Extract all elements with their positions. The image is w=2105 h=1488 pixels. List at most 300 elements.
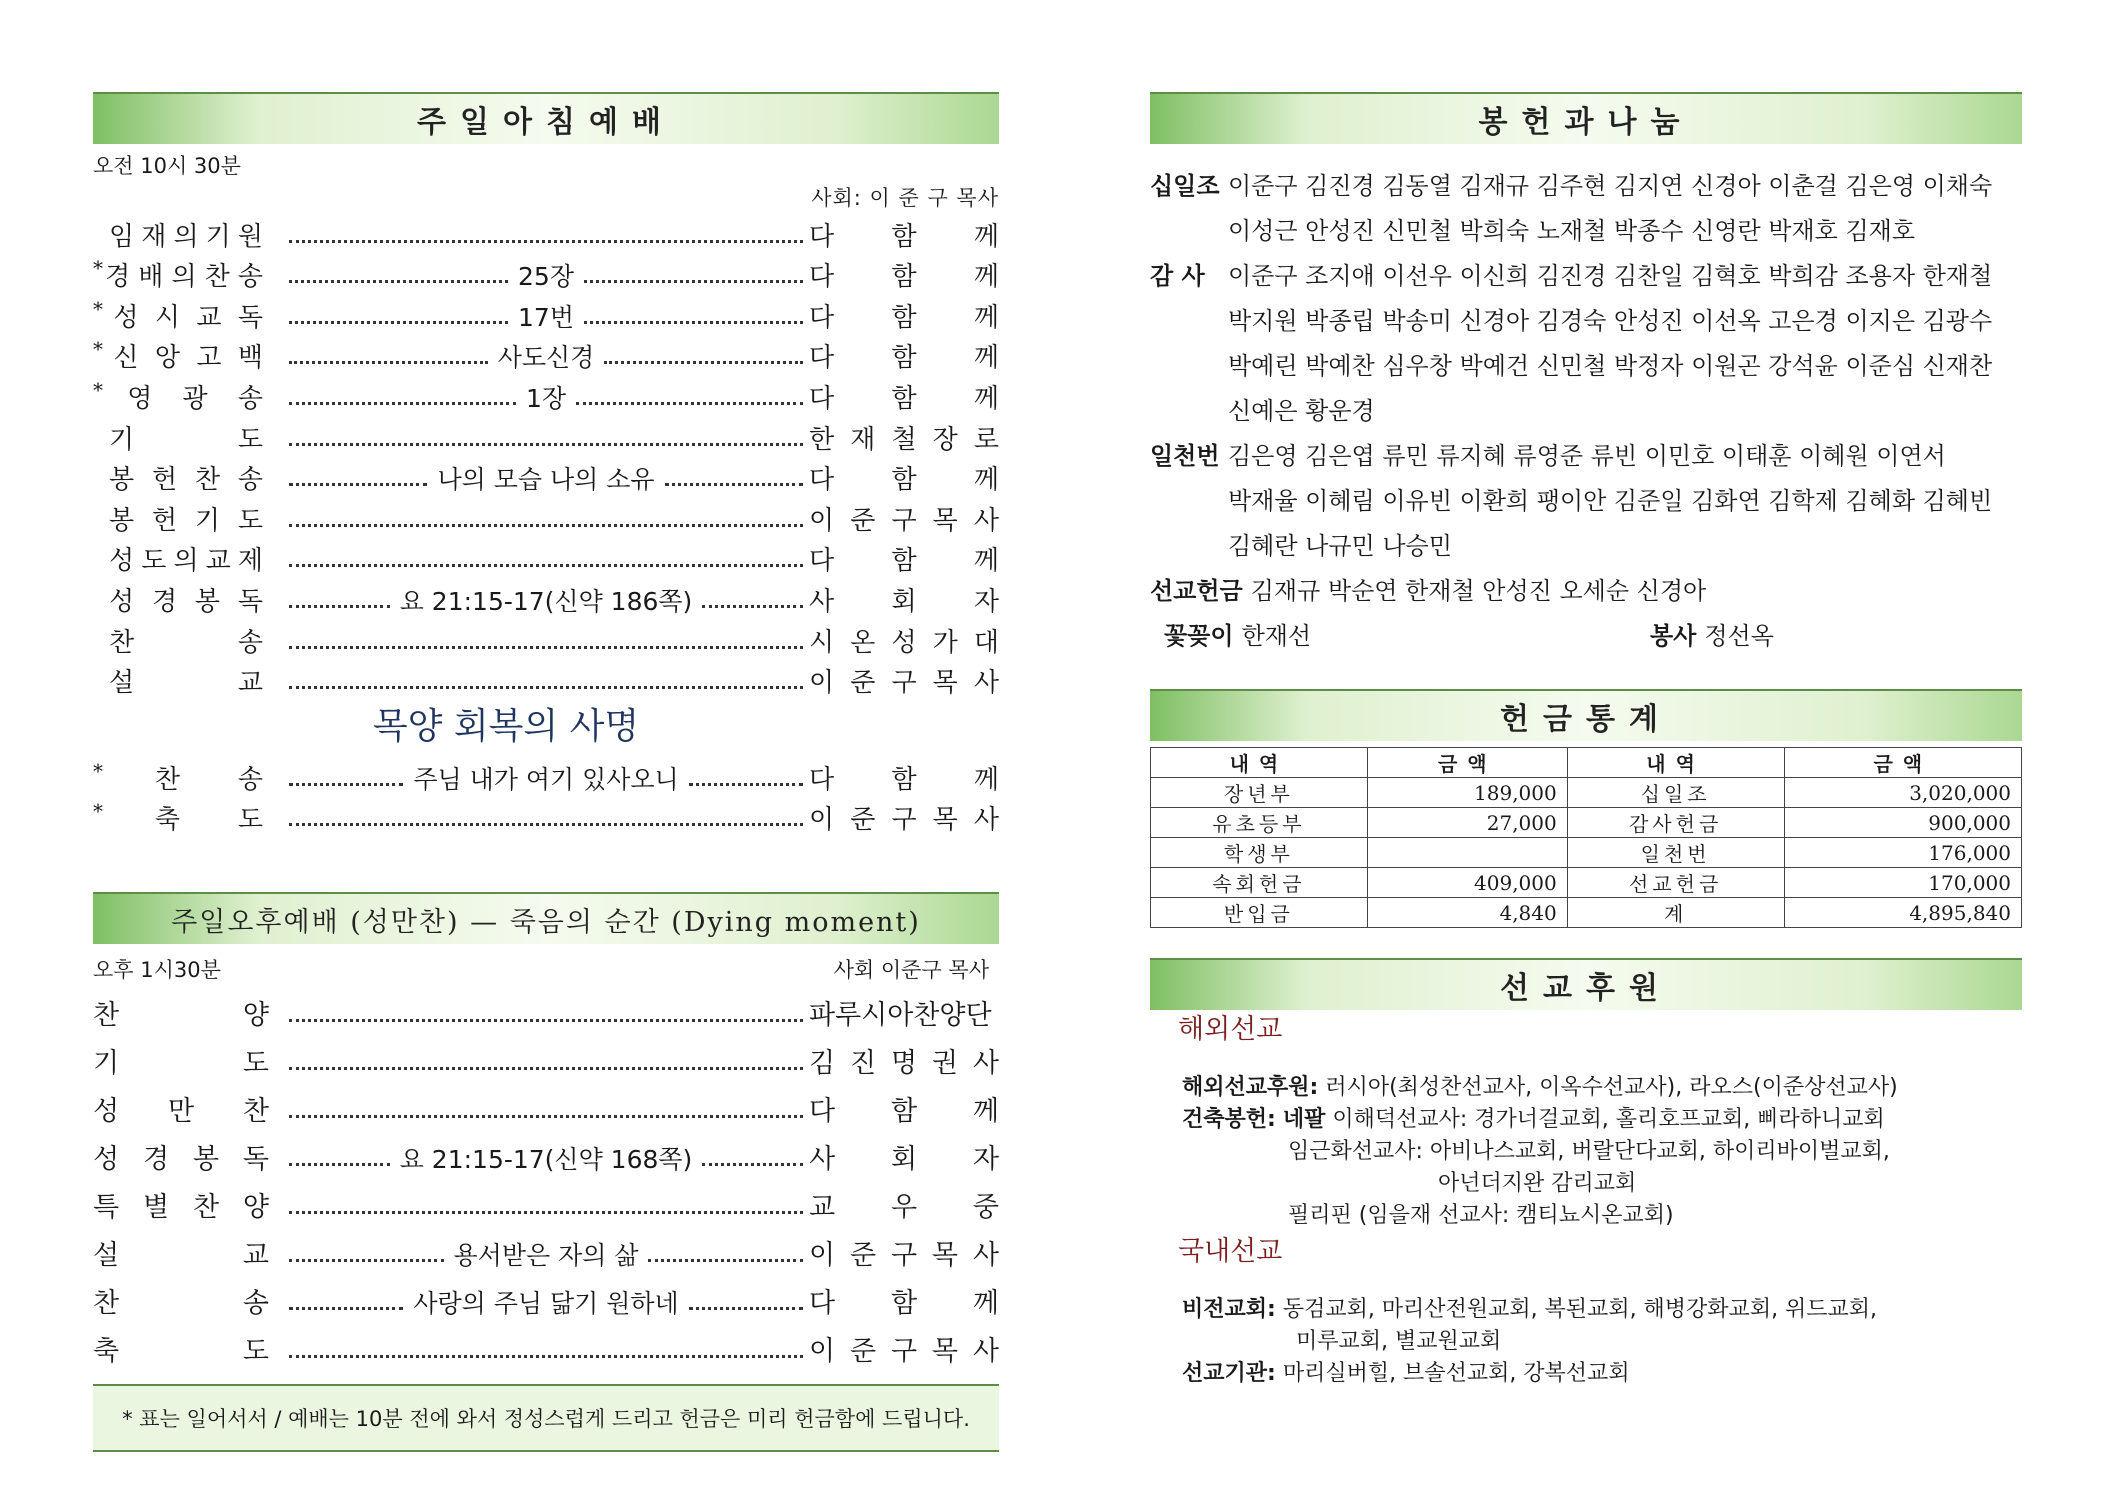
leader-dots (289, 564, 803, 567)
thanks-names: 박지원 박종립 박송미 신경아 김경숙 안성진 이선옥 고은경 이지은 김광수 (1228, 307, 1993, 335)
order-leader-char: 파루시아찬양단 (809, 1000, 992, 1032)
stand-mark: * (93, 758, 103, 783)
order-label-char: 임 (109, 221, 135, 252)
order-label-char: 특 (93, 1192, 120, 1224)
order-label-char: 찬 (242, 1096, 269, 1128)
mission-support-list (1178, 1010, 2022, 1390)
order-item (93, 293, 999, 334)
thanks-row (1150, 254, 2022, 299)
stats-item-cell: 속회헌금 (1151, 868, 1368, 898)
order-label-char: 기 (93, 1048, 120, 1080)
order-leader-char: 함 (891, 262, 917, 293)
order-label-char: 성 (93, 1096, 120, 1128)
order-label (93, 419, 283, 456)
order-label-char: 도 (237, 505, 263, 536)
order-leader-char: 사 (809, 1144, 836, 1176)
vision-text: 동검교회, 마리산전원교회, 복된교회, 해병강화교회, 위드교회, (1282, 1297, 1878, 1322)
right-column (1150, 92, 2022, 1390)
leader-dots (289, 240, 803, 243)
order-leader-char: 다 (809, 262, 835, 293)
leader-dots (289, 646, 803, 649)
order-leader-char: 사 (972, 1048, 999, 1080)
order-leader-char: 목 (931, 1240, 958, 1272)
order-label-char: 의 (173, 221, 199, 252)
order-label-char: 축 (154, 805, 180, 836)
afternoon-time: 오후 1시30분 (93, 958, 221, 983)
order-content: 사랑의 주님 닮기 원하네 (413, 1289, 679, 1319)
order-leader (809, 622, 999, 659)
order-label-char: 설 (109, 668, 135, 699)
order-leader-char: 구 (891, 805, 917, 836)
sermon-title: 목양 회복의 사명 (372, 706, 640, 748)
morning-host: 사회: 이 준 구 목사 (811, 186, 999, 210)
order-leader (809, 799, 999, 836)
order-leader-char: 로 (973, 424, 999, 455)
order-content: 25장 (518, 262, 574, 292)
order-leader (809, 337, 999, 374)
service-name: 정선옥 (1704, 622, 1774, 650)
order-label-char: 기 (194, 505, 221, 536)
order-leader-char: 함 (891, 221, 917, 252)
notice-bar: * 표는 일어서서 / 예배는 10분 전에 와서 정성스럽게 드리고 헌금은 미리 헌금함에 드립니다. (93, 1384, 999, 1452)
order-leader-char: 가 (932, 627, 958, 658)
order-label-char: 독 (242, 1144, 269, 1176)
stats-item-cell: 감사헌금 (1567, 808, 1784, 838)
order-leader-char: 다 (809, 465, 835, 496)
order-leader-char: 께 (972, 1288, 999, 1320)
tithe-names: 이성근 안성진 신민철 박희숙 노재철 박종수 신영란 박재호 김재호 (1228, 217, 1915, 245)
leader-dots (584, 321, 803, 324)
morning-order-list-closing (93, 755, 999, 836)
table-row (1151, 898, 2022, 928)
morning-order-list (93, 212, 999, 699)
order-leader (809, 1041, 999, 1080)
order-label-char: 시 (154, 302, 180, 333)
order-leader-char: 자 (973, 586, 999, 617)
order-leader-char: 다 (809, 383, 835, 414)
order-leader (809, 540, 999, 577)
offering-title: 봉헌과나눔 (1150, 92, 2022, 144)
table-row (1151, 778, 2022, 808)
order-label (93, 581, 283, 618)
order-leader (809, 419, 999, 456)
order-label (93, 662, 283, 699)
leader-dots (289, 1019, 803, 1022)
order-label-char: 원 (237, 221, 263, 252)
order-item (93, 253, 999, 294)
order-label-char: 배 (138, 262, 164, 293)
order-label-char: 신 (113, 343, 139, 374)
order-leader (809, 1185, 999, 1224)
leader-dots (289, 605, 390, 608)
stats-amount-cell: 170,000 (1784, 868, 2021, 898)
order-item (93, 659, 999, 700)
order-label (93, 799, 283, 836)
order-content: 1장 (525, 383, 567, 413)
order-leader-char: 함 (891, 465, 917, 496)
leader-dots (289, 1067, 803, 1070)
order-label-char: 만 (167, 1096, 195, 1128)
order-label-char: 의 (173, 546, 199, 577)
stand-mark: * (93, 377, 103, 402)
order-label-char: 찬 (93, 1288, 120, 1320)
order-item (93, 984, 999, 1032)
leader-dots (289, 1355, 803, 1358)
order-label-char: 기 (205, 221, 231, 252)
order-label (93, 1329, 283, 1368)
leader-dots (702, 1163, 803, 1166)
stand-mark: * (93, 799, 103, 824)
order-leader-char: 김 (809, 1048, 836, 1080)
tithe-label: 십일조 (1150, 172, 1220, 200)
leader-dots (289, 1259, 444, 1262)
order-leader (809, 1281, 999, 1320)
stats-item-cell: 십일조 (1567, 778, 1784, 808)
order-label (93, 759, 283, 796)
order-leader-char: 께 (973, 764, 999, 795)
stats-amount-cell: 900,000 (1784, 808, 2021, 838)
order-leader-char: 재 (850, 424, 876, 455)
order-leader-char: 께 (973, 465, 999, 496)
thanks-names: 이준구 조지애 이선우 이신희 김진경 김찬일 김혁호 박희감 조용자 한재철 (1228, 262, 1993, 290)
thanks-label: 감 사 (1150, 262, 1205, 290)
stand-mark: * (93, 296, 103, 321)
order-leader (809, 662, 999, 699)
order-leader-char: 사 (972, 1336, 999, 1368)
stats-item-cell: 장년부 (1151, 778, 1368, 808)
order-content: 17번 (518, 302, 574, 332)
leader-dots (576, 402, 803, 405)
order-leader (809, 459, 999, 496)
flower-name: 한재선 (1241, 622, 1312, 650)
order-label-char: 경 (151, 586, 178, 617)
stand-mark: * (93, 256, 103, 281)
stats-item-cell: 계 (1567, 898, 1784, 928)
order-label-char: 축 (93, 1336, 120, 1368)
order-label-char: 도 (141, 546, 167, 577)
org-text: 마리실버힐, 브솔선교회, 강복선교회 (1282, 1361, 1630, 1386)
afternoon-service-title: 주일오후예배 (성만찬) — 죽음의 순간 (Dying moment) (93, 892, 999, 944)
order-leader-char: 이 (809, 505, 835, 536)
mission-offering-names: 김재규 박순연 한재철 안성진 오세순 신경아 (1250, 577, 1707, 605)
order-item (93, 212, 999, 253)
order-label (93, 500, 283, 537)
order-label-char: 성 (109, 586, 135, 617)
order-item (93, 1272, 999, 1320)
leader-dots (584, 280, 803, 283)
order-item (93, 1080, 999, 1128)
order-label (93, 337, 283, 374)
order-label-char: 교 (196, 302, 222, 333)
leader-dots (665, 483, 803, 486)
order-label-char: 송 (237, 627, 263, 658)
order-label-char: 교 (242, 1240, 269, 1272)
order-item (93, 415, 999, 456)
order-leader-char: 구 (890, 1240, 918, 1272)
order-label-char: 송 (237, 764, 263, 795)
order-item (93, 577, 999, 618)
order-label (93, 540, 283, 577)
stats-amount-cell (1367, 838, 1567, 868)
stats-amount-cell: 4,895,840 (1784, 898, 2021, 928)
order-label-char: 봉 (109, 465, 135, 496)
leader-dots (702, 605, 803, 608)
order-content: 요 21:15-17(신약 168쪽) (399, 1145, 693, 1175)
order-label-char: 교 (237, 668, 263, 699)
domestic-mission-heading: 국내선교 (1178, 1236, 1283, 1267)
order-label-char: 설 (93, 1240, 120, 1272)
order-leader-char: 사 (973, 668, 999, 699)
order-leader-char: 함 (891, 343, 917, 374)
leader-dots (289, 783, 403, 786)
flower-label: 꽃꽂이 (1164, 622, 1234, 650)
order-leader (809, 256, 999, 293)
order-label-char: 찬 (192, 1192, 220, 1224)
order-leader-char: 한 (809, 424, 835, 455)
order-label-char: 백 (237, 343, 263, 374)
stats-title: 헌금통계 (1150, 689, 2022, 741)
order-label-char: 헌 (151, 465, 178, 496)
order-item (93, 1320, 999, 1368)
order-content: 사도신경 (497, 343, 595, 373)
order-leader-char: 목 (931, 1336, 958, 1368)
order-label-char: 고 (196, 343, 222, 374)
order-leader-char: 목 (932, 805, 958, 836)
service-row (1150, 614, 2022, 659)
order-leader-char: 사 (973, 805, 999, 836)
stats-amount-cell: 4,840 (1367, 898, 1567, 928)
tithe-names: 이준구 김진경 김동열 김재규 김주현 김지연 신경아 이춘걸 김은영 이채숙 (1228, 172, 1993, 200)
ilcheon-names: 김혜란 나규민 나승민 (1228, 532, 1452, 560)
order-leader-char: 장 (932, 424, 958, 455)
order-leader-char: 이 (809, 805, 835, 836)
ilcheon-names: 박재율 이혜림 이유빈 이환희 팽이안 김준일 김화연 김학제 김혜화 김혜빈 (1228, 487, 1993, 515)
order-label-char: 찬 (93, 1000, 120, 1032)
order-content: 나의 모습 나의 소유 (437, 465, 655, 495)
order-leader-char: 중 (972, 1192, 999, 1224)
order-label-char: 찬 (194, 465, 221, 496)
order-leader-char: 구 (891, 668, 917, 699)
order-label-char: 도 (237, 424, 263, 455)
order-leader-char: 회 (891, 586, 917, 617)
order-item (93, 1176, 999, 1224)
building-label: 건축봉헌: (1182, 1107, 1276, 1132)
order-label-char: 성 (113, 302, 139, 333)
order-label-char: 도 (242, 1048, 269, 1080)
mission-support-title: 선교후원 (1150, 958, 2022, 1010)
order-label-char: 송 (237, 383, 263, 414)
morning-time: 오전 10시 30분 (93, 154, 241, 178)
order-content: 요 21:15-17(신약 186쪽) (399, 586, 693, 616)
order-leader-char: 이 (809, 668, 835, 699)
order-leader-char: 준 (849, 1336, 877, 1368)
tithe-row (1150, 164, 2022, 209)
order-label (93, 1089, 283, 1128)
ilcheon-names: 김은영 김은엽 류민 류지혜 류영준 류빈 이민호 이태훈 이혜원 이연서 (1228, 442, 1946, 470)
thanks-names: 신예은 황운경 (1228, 397, 1375, 425)
im-line-2: 아넌더지완 감리교회 (1438, 1171, 1637, 1196)
order-leader (809, 1137, 999, 1176)
stats-amount-cell: 409,000 (1367, 868, 1567, 898)
vision-text-2: 미루교회, 별교원교회 (1296, 1329, 1502, 1354)
order-label-char: 기 (109, 424, 135, 455)
leader-dots (289, 402, 516, 405)
offering-list (1150, 164, 2022, 659)
order-label (93, 256, 283, 293)
stats-amount-cell: 27,000 (1367, 808, 1567, 838)
leader-dots (289, 443, 803, 446)
order-label-char: 앙 (154, 343, 180, 374)
order-item (93, 537, 999, 578)
order-label-char: 경 (142, 1144, 170, 1176)
order-label-char: 의 (171, 262, 197, 293)
order-label-char: 경 (105, 262, 131, 293)
order-label-char: 찬 (204, 262, 230, 293)
offering-stats-table (1150, 747, 2022, 928)
order-label (93, 378, 283, 415)
leader-dots (289, 1211, 803, 1214)
order-leader-char: 께 (973, 262, 999, 293)
order-label (93, 459, 283, 496)
afternoon-host: 사회 이준구 목사 (833, 958, 989, 983)
order-content: 주님 내가 여기 있사오니 (413, 764, 679, 794)
stats-amount-cell: 176,000 (1784, 838, 2021, 868)
order-leader-char: 준 (850, 805, 876, 836)
order-leader-char: 께 (973, 302, 999, 333)
leader-dots (289, 1307, 403, 1310)
thanks-names: 박예린 박예찬 심우창 박예건 신민철 박정자 이원곤 강석윤 이준심 신재찬 (1228, 352, 1993, 380)
table-row (1151, 868, 2022, 898)
overseas-support-text: 러시아(최성찬선교사, 이옥수선교사), 라오스(이준상선교사) (1325, 1075, 1898, 1100)
stats-item-cell: 반입금 (1151, 898, 1368, 928)
order-leader-char: 다 (809, 1096, 836, 1128)
order-leader-char: 목 (932, 668, 958, 699)
order-label-char: 성 (109, 546, 135, 577)
order-label-char: 재 (141, 221, 167, 252)
order-label-char: 봉 (194, 586, 221, 617)
vision-label: 비전교회: (1182, 1297, 1276, 1322)
order-leader (809, 1089, 999, 1128)
order-leader-char: 께 (973, 221, 999, 252)
stats-amount-cell: 189,000 (1367, 778, 1567, 808)
order-label-char: 양 (242, 1192, 269, 1224)
order-label-char: 도 (237, 805, 263, 836)
morning-service-title: 주일아침예배 (93, 92, 999, 144)
im-line-1: 임근화선교사: 아비나스교회, 버랄단다교회, 하이리바이벌교회, (1288, 1139, 1890, 1164)
order-label-char: 독 (237, 302, 263, 333)
stats-header-cell: 내역 (1567, 748, 1784, 778)
order-leader-char: 목 (932, 505, 958, 536)
stats-amount-cell: 3,020,000 (1784, 778, 2021, 808)
order-item (93, 456, 999, 497)
leader-dots (289, 524, 803, 527)
order-label (93, 1041, 283, 1080)
order-label-char: 영 (127, 383, 153, 414)
leader-dots (689, 1307, 803, 1310)
order-leader-char: 회 (890, 1144, 918, 1176)
order-leader-char: 사 (972, 1240, 999, 1272)
order-label-char: 찬 (109, 627, 135, 658)
order-leader-char: 함 (890, 1288, 918, 1320)
table-row (1151, 808, 2022, 838)
leader-dots (289, 280, 508, 283)
order-leader (809, 993, 999, 1032)
order-label-char: 헌 (151, 505, 178, 536)
stand-mark: * (93, 337, 103, 362)
order-leader-char: 다 (809, 221, 835, 252)
leader-dots (289, 823, 803, 826)
order-label-char: 송 (237, 262, 263, 293)
order-leader-char: 자 (972, 1144, 999, 1176)
leader-dots (648, 1259, 803, 1262)
order-leader-char: 성 (891, 627, 917, 658)
ilcheon-label: 일천번 (1150, 442, 1220, 470)
order-leader-char: 우 (890, 1192, 918, 1224)
order-leader-char: 교 (809, 1192, 836, 1224)
order-leader-char: 철 (891, 424, 917, 455)
order-leader-char: 함 (891, 302, 917, 333)
order-leader-char: 사 (973, 505, 999, 536)
leader-dots (289, 686, 803, 689)
leader-dots (289, 1163, 390, 1166)
order-label (93, 1233, 283, 1272)
order-label (93, 1185, 283, 1224)
order-leader-char: 함 (891, 764, 917, 795)
nepal-text: 이해덕선교사: 경가너걸교회, 홀리호프교회, 삐라하니교회 (1332, 1107, 1885, 1132)
order-leader-char: 함 (891, 546, 917, 577)
stats-header-cell: 금액 (1784, 748, 2021, 778)
stats-item-cell: 학생부 (1151, 838, 1368, 868)
order-leader-char: 준 (850, 668, 876, 699)
table-row (1151, 838, 2022, 868)
stats-item-cell: 선교헌금 (1567, 868, 1784, 898)
overseas-support-label: 해외선교후원: (1182, 1075, 1319, 1100)
order-leader (809, 216, 999, 253)
order-label-char: 도 (242, 1336, 269, 1368)
stats-header-cell: 내역 (1151, 748, 1368, 778)
order-leader-char: 께 (972, 1096, 999, 1128)
order-leader-char: 사 (809, 586, 835, 617)
leader-dots (289, 321, 508, 324)
order-label (93, 216, 283, 253)
order-label-char: 송 (237, 465, 263, 496)
ilcheon-row (1150, 434, 2022, 479)
order-leader-char: 대 (973, 627, 999, 658)
order-label (93, 622, 283, 659)
order-leader (809, 1233, 999, 1272)
order-leader-char: 온 (850, 627, 876, 658)
order-item (93, 1032, 999, 1080)
service-label: 봉사 (1650, 622, 1697, 650)
order-leader-char: 시 (809, 627, 835, 658)
order-leader (809, 581, 999, 618)
order-leader-char: 이 (809, 1240, 836, 1272)
order-item (93, 618, 999, 659)
stats-item-cell: 일천번 (1567, 838, 1784, 868)
philippines-line: 필리핀 (임을재 선교사: 캠티뇨시온교회) (1288, 1203, 1674, 1228)
leader-dots (289, 483, 427, 486)
afternoon-order-list (93, 984, 999, 1368)
order-leader-char: 께 (973, 343, 999, 374)
order-label-char: 송 (242, 1288, 269, 1320)
order-leader (809, 759, 999, 796)
mission-offering-label: 선교헌금 (1150, 577, 1243, 605)
order-item (93, 755, 999, 796)
order-item (93, 334, 999, 375)
order-leader-char: 준 (849, 1240, 877, 1272)
order-label-char: 광 (182, 383, 208, 414)
leader-dots (289, 361, 488, 364)
